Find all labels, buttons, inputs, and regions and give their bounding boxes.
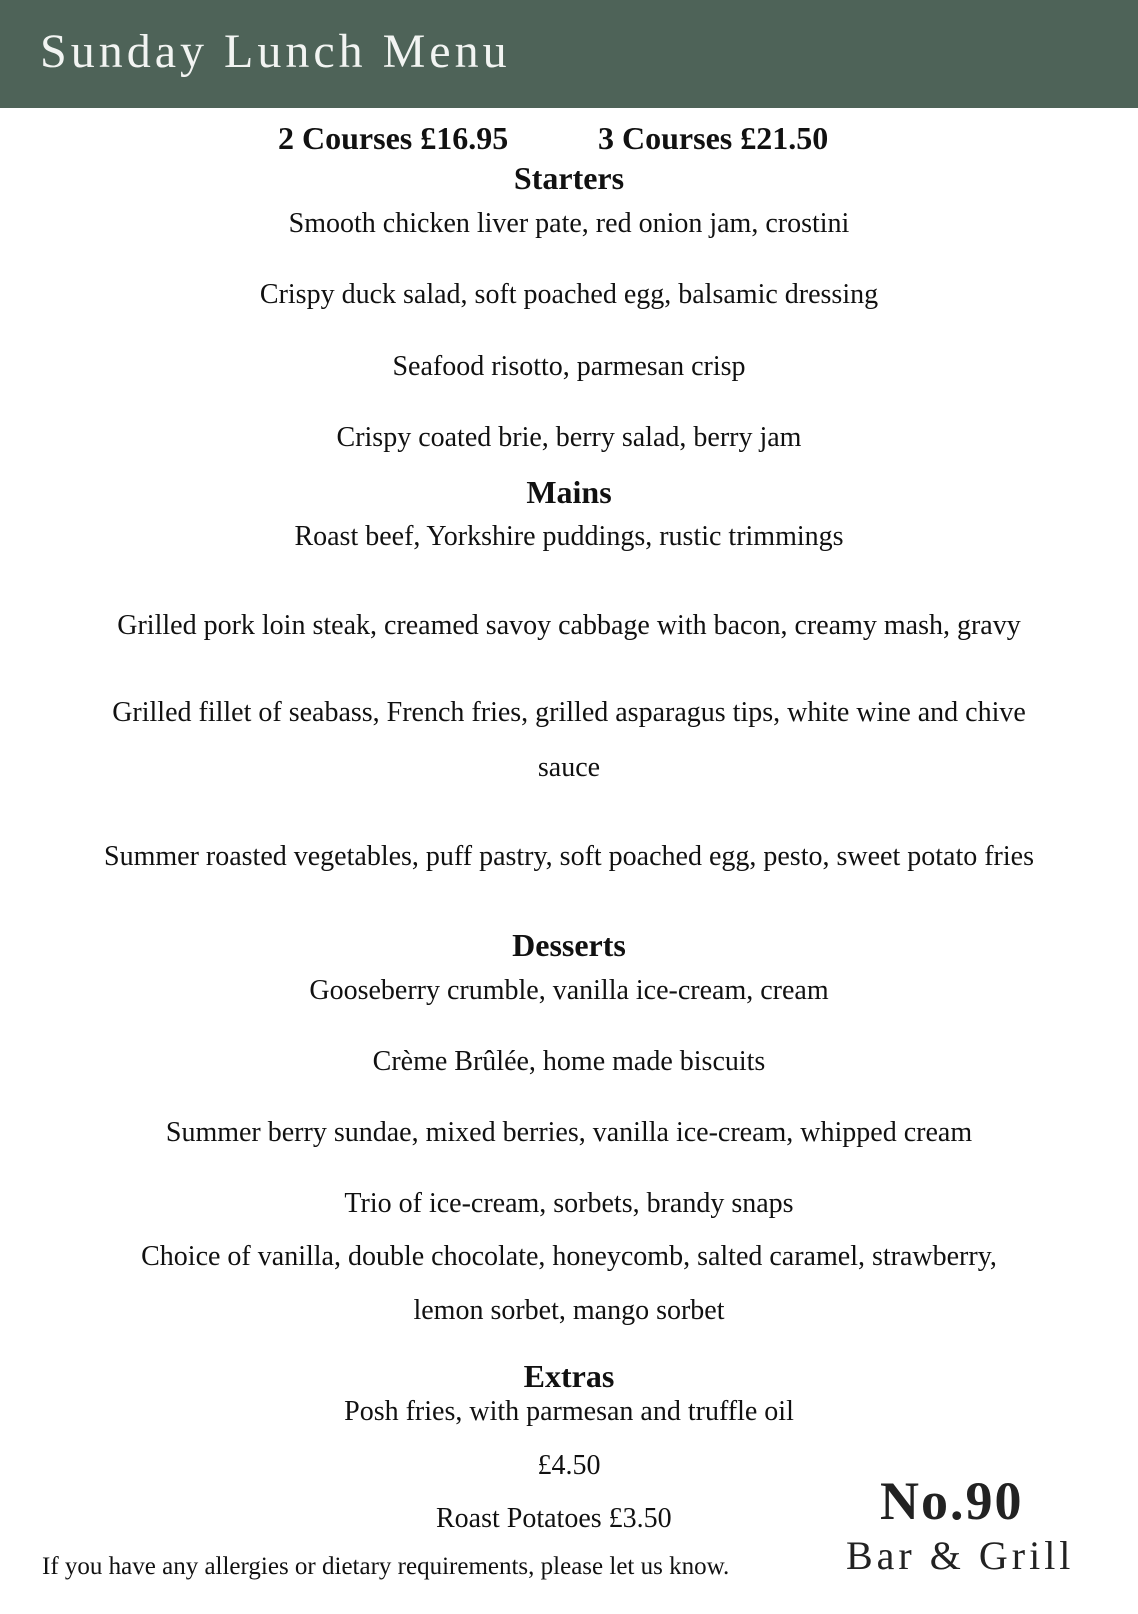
main-item: Grilled fillet of seabass, French fries, grilled asparagus tips, white wine and chive <box>112 697 1026 728</box>
extra-item: Posh fries, with parmesan and truffle oil <box>344 1396 794 1427</box>
main-item: Summer roasted vegetables, puff pastry, soft poached egg, pesto, sweet potato fries <box>104 841 1034 872</box>
desserts-heading: Desserts <box>512 927 626 963</box>
starter-item: Seafood risotto, parmesan crisp <box>392 351 746 382</box>
dessert-item-detail: Choice of vanilla, double chocolate, honeycomb, salted caramel, strawberry, <box>141 1241 997 1272</box>
logo-subtitle: Bar & Grill <box>846 1533 1075 1578</box>
mains-heading: Mains <box>526 474 612 510</box>
starter-item: Smooth chicken liver pate, red onion jam, crostini <box>288 208 850 239</box>
extra-item: Roast Potatoes £3.50 <box>436 1503 672 1534</box>
logo-name: No.90 <box>880 1471 1024 1531</box>
main-item: Roast beef, Yorkshire puddings, rustic trimmings <box>294 521 844 552</box>
dessert-item-detail: lemon sorbet, mango sorbet <box>413 1295 725 1326</box>
starters-heading: Starters <box>513 160 625 196</box>
extra-item-price: £4.50 <box>537 1450 601 1481</box>
starter-item: Crispy duck salad, soft poached egg, balsamic dressing <box>259 279 879 310</box>
main-item: Grilled pork loin steak, creamed savoy cabbage with bacon, creamy mash, gravy <box>117 610 1021 641</box>
dessert-item: Trio of ice-cream, sorbets, brandy snaps <box>344 1188 794 1219</box>
extras-heading: Extras <box>523 1358 615 1394</box>
dessert-item: Crème Brûlée, home made biscuits <box>372 1046 766 1077</box>
allergy-note: If you have any allergies or dietary requirements, please let us know. <box>42 1553 730 1580</box>
main-item-continued: sauce <box>537 752 601 783</box>
two-courses-price: 2 Courses £16.95 <box>278 120 509 156</box>
dessert-item: Summer berry sundae, mixed berries, vanilla ice-cream, whipped cream <box>165 1117 973 1148</box>
dessert-item: Gooseberry crumble, vanilla ice-cream, cream <box>309 975 829 1006</box>
menu-title: Sunday Lunch Menu <box>40 25 511 78</box>
menu-header <box>0 0 1138 108</box>
starter-item: Crispy coated brie, berry salad, berry jam <box>336 422 802 453</box>
three-courses-price: 3 Courses £21.50 <box>598 120 829 156</box>
